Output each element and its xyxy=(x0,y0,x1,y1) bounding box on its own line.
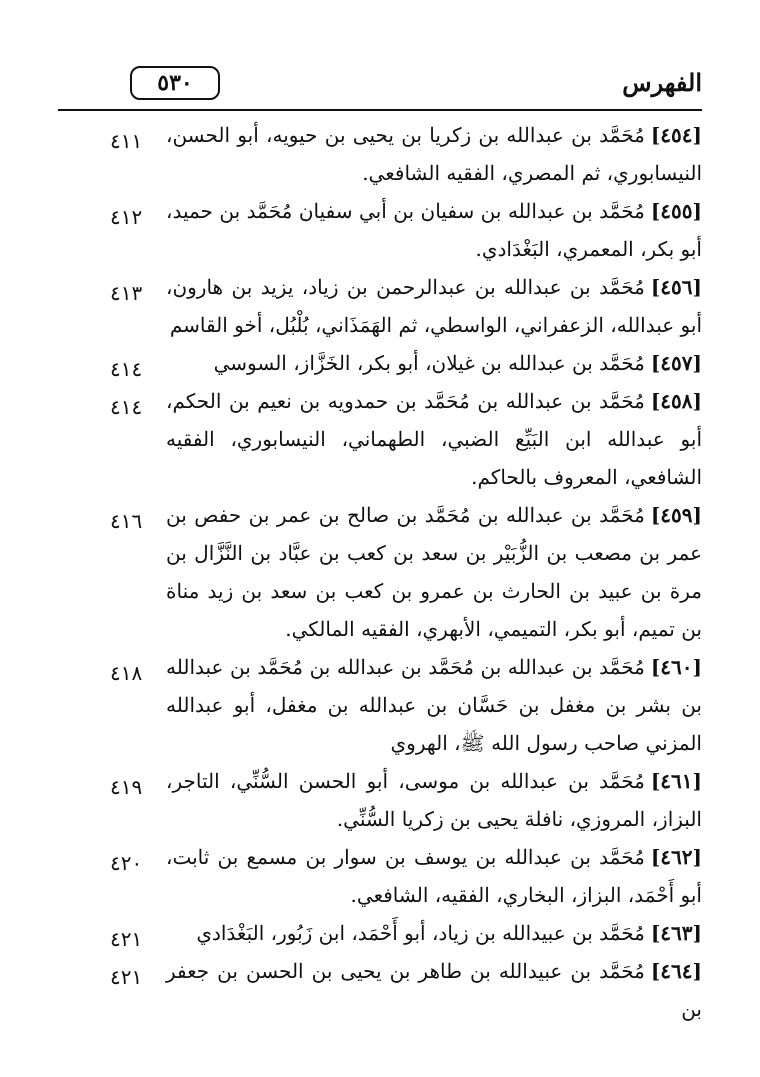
index-entry xyxy=(58,344,702,382)
entry-page-ref: ٤١١ xyxy=(110,129,143,153)
entry-text: مُحَمَّد بن عبيدالله بن زياد، أبو أَحْمَد، ابن زَبُور، البَغْدَادي xyxy=(196,921,645,945)
page-number: ٥٣٠ xyxy=(130,66,220,100)
entry-number: [٤٦٤] xyxy=(650,959,702,983)
index-entry xyxy=(58,838,702,914)
entry-number: [٤٦٠] xyxy=(650,655,702,679)
entry-text: مُحَمَّد بن عبدالله بن عبدالرحمن بن زياد، يزيد بن هارون، أبو عبدالله، الزعفراني، الواسطي، ثم الهَمَذَاني، بُلْبُل، أخو القاسم xyxy=(166,275,702,337)
entry-number: [٤٥٨] xyxy=(650,389,702,413)
entry-page-ref: ٤١٩ xyxy=(110,775,143,799)
entry-number: [٤٥٩] xyxy=(650,503,702,527)
entry-number: [٤٦١] xyxy=(650,769,702,793)
index-entry xyxy=(58,952,702,1028)
entry-page-ref: ٤١٤ xyxy=(110,357,143,381)
running-title: الفهرس xyxy=(622,68,702,97)
entry-number: [٤٥٧] xyxy=(650,351,702,375)
index-entry xyxy=(58,914,702,952)
entry-page-ref: ٤٢١ xyxy=(110,965,143,989)
index-entry xyxy=(58,268,702,344)
entry-number: [٤٦٢] xyxy=(650,845,702,869)
index-entry xyxy=(58,648,702,762)
entry-page-ref: ٤١٨ xyxy=(110,661,143,685)
entry-number: [٤٥٥] xyxy=(650,199,702,223)
entry-text: مُحَمَّد بن عبدالله بن سفيان بن أبي سفيان مُحَمَّد بن حميد، أبو بكر، المعمري، البَغْدَادي. xyxy=(166,199,702,261)
entry-text: مُحَمَّد بن عبيدالله بن طاهر بن يحيى بن الحسن بن جعفر بن xyxy=(166,959,702,1021)
entry-number: [٤٦٣] xyxy=(650,921,702,945)
page-header xyxy=(58,66,702,106)
entry-page-ref: ٤١٤ xyxy=(110,395,143,419)
entry-page-ref: ٤٢٠ xyxy=(110,851,143,875)
entry-text: مُحَمَّد بن عبدالله بن مُحَمَّد بن عبدالله بن مُحَمَّد بن عبدالله بن بشر بن مغفل بن حَسَّان بن عبدالله بن مغفل، أبو عبدالله المزني صاحب رسول الله ﷺ، الهروي xyxy=(166,655,702,755)
entry-number: [٤٥٤] xyxy=(650,123,702,147)
entry-number: [٤٥٦] xyxy=(650,275,702,299)
index-entry xyxy=(58,192,702,268)
entry-text: مُحَمَّد بن عبدالله بن مُحَمَّد بن حمدويه بن نعيم بن الحكم، أبو عبدالله ابن البَيِّع الضبي، الطهماني، النيسابوري، الفقيه الشافعي، المعروف بالحاكم. xyxy=(166,389,702,489)
index-entry xyxy=(58,762,702,838)
entry-text: مُحَمَّد بن عبدالله بن يوسف بن سوار بن مسمع بن ثابت، أبو أَحْمَد، البزاز، البخاري، الفقيه، الشافعي. xyxy=(166,845,702,907)
index-entry xyxy=(58,496,702,648)
header-rule xyxy=(58,109,702,111)
entry-page-ref: ٤١٢ xyxy=(110,205,143,229)
entry-text: مُحَمَّد بن عبدالله بن موسى، أبو الحسن السُّنِّي، التاجر، البزاز، المروزي، نافلة يحيى بن زكريا السُّنِّي. xyxy=(166,769,702,831)
entry-text: مُحَمَّد بن عبدالله بن مُحَمَّد بن صالح بن عمر بن حفص بن عمر بن مصعب بن الزُّبَيْر بن سعد بن كعب بن عبَّاد بن النَّزَّال بن مرة بن عبيد بن الحارث بن عمرو بن كعب بن سعد بن زيد مناة بن تميم، أبو بكر، التميمي، الأبهري، الفقيه المالكي. xyxy=(166,503,702,641)
entry-page-ref: ٤١٦ xyxy=(110,509,143,533)
index-list xyxy=(58,116,702,1028)
entry-text: مُحَمَّد بن عبدالله بن زكريا بن يحيى بن حيويه، أبو الحسن، النيسابوري، ثم المصري، الفقيه الشافعي. xyxy=(166,123,702,185)
index-entry xyxy=(58,116,702,192)
entry-text: مُحَمَّد بن عبدالله بن غيلان، أبو بكر، الخَزَّاز، السوسي xyxy=(213,351,645,375)
index-entry xyxy=(58,382,702,496)
entry-page-ref: ٤٢١ xyxy=(110,927,143,951)
entry-page-ref: ٤١٣ xyxy=(110,281,143,305)
